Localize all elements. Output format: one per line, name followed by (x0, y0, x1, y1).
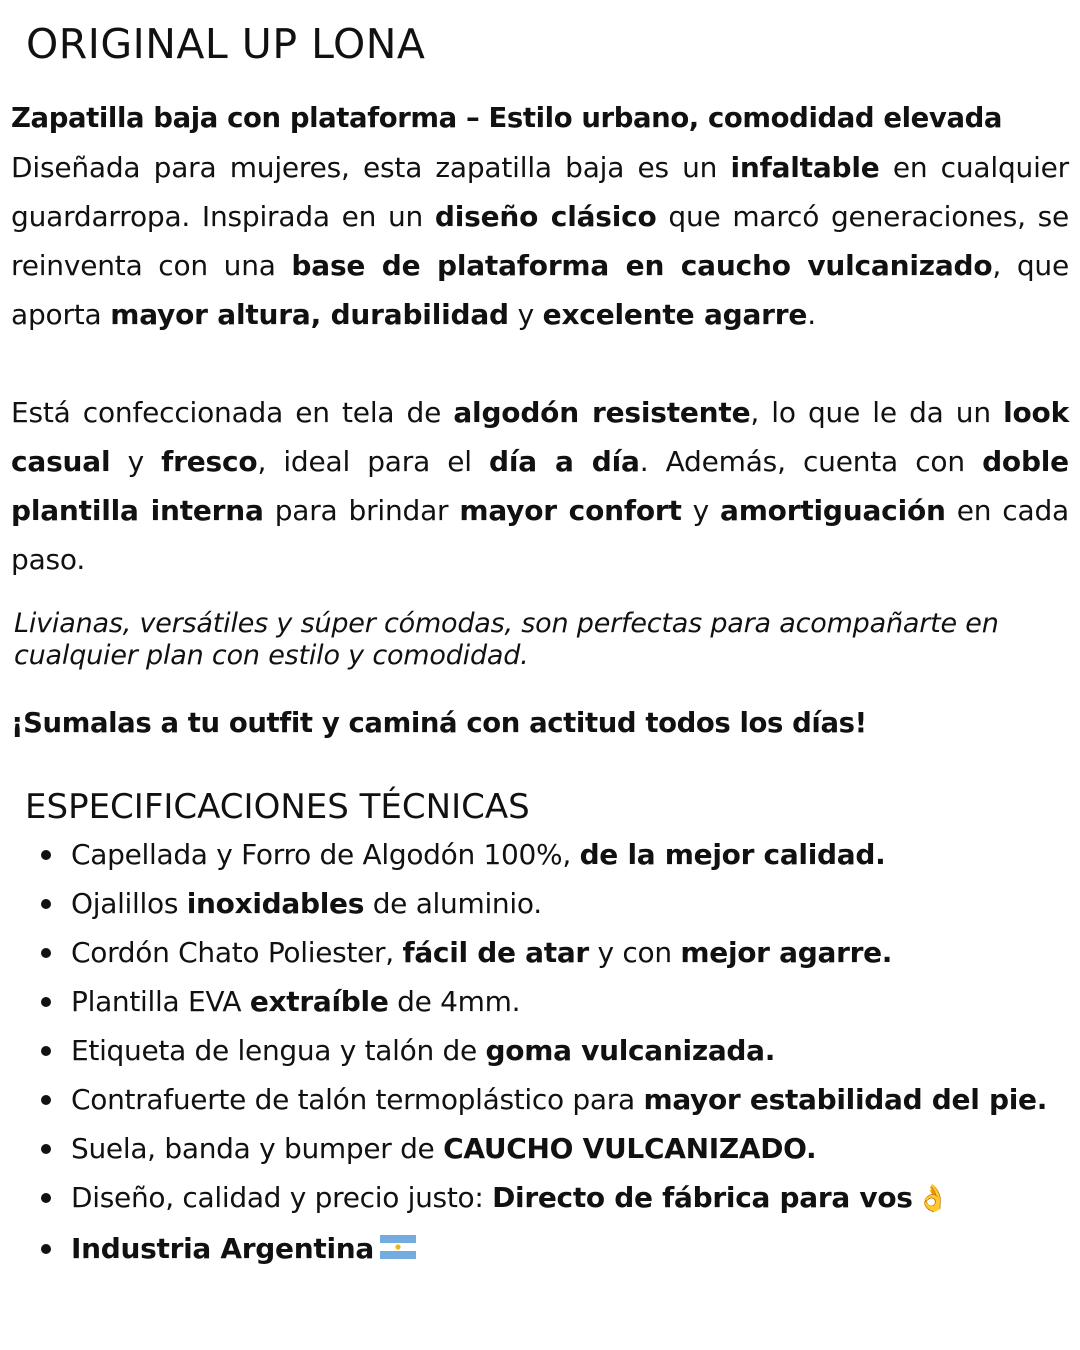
bullet-icon (41, 1244, 51, 1254)
specs-heading: ESPECIFICACIONES TÉCNICAS (25, 787, 530, 827)
spec-item: Cordón Chato Poliester, fácil de atar y con mejor agarre. (38, 928, 1048, 977)
spec-item: Etiqueta de lengua y talón de goma vulcanizada. (38, 1026, 1048, 1075)
argentina-flag-icon (380, 1235, 416, 1259)
bullet-icon (41, 1095, 51, 1105)
bullet-icon (41, 850, 51, 860)
description-paragraph-2: Está confeccionada en tela de algodón resistente, lo que le da un look casual y fresco, ideal para el día a día. Además, cuenta con doble plantilla interna para brindar mayor confort y amortiguación en cada paso. (11, 396, 1069, 576)
bullet-icon (41, 1193, 51, 1203)
call-to-action: ¡Sumalas a tu outfit y caminá con actitud todos los días! (11, 707, 867, 739)
description-paragraph-1: Diseñada para mujeres, esta zapatilla baja es un infaltable en cualquier guardarropa. Inspirada en un diseño clásico que marcó generaciones, se reinventa con una base de plataforma en caucho vulcanizado, que aporta mayor altura, durabilidad y excelente agarre. (11, 151, 1069, 331)
spec-item: Industria Argentina (38, 1224, 1048, 1273)
spec-item: Ojalillos inoxidables de aluminio. (38, 879, 1048, 928)
spec-item: Contrafuerte de talón termoplástico para mayor estabilidad del pie. (38, 1075, 1048, 1124)
bullet-icon (41, 1144, 51, 1154)
bullet-icon (41, 948, 51, 958)
bullet-icon (41, 1046, 51, 1056)
spec-item: Plantilla EVA extraíble de 4mm. (38, 977, 1048, 1026)
bullet-icon (41, 997, 51, 1007)
ok-hand-icon: 👌 (916, 1183, 949, 1214)
spec-item: Capellada y Forro de Algodón 100%, de la mejor calidad. (38, 830, 1048, 879)
specs-list (38, 830, 1048, 1273)
bullet-icon (41, 899, 51, 909)
spec-item: Diseño, calidad y precio justo: Directo de fábrica para vos 👌 (38, 1173, 1048, 1224)
product-subtitle: Zapatilla baja con plataforma – Estilo urbano, comodidad elevada (11, 102, 1003, 134)
tagline: Livianas, versátiles y súper cómodas, son perfectas para acompañarte en cualquier plan con estilo y comodidad. (14, 608, 999, 671)
spec-item: Suela, banda y bumper de CAUCHO VULCANIZADO. (38, 1124, 1048, 1173)
product-title: ORIGINAL UP LONA (26, 20, 426, 68)
